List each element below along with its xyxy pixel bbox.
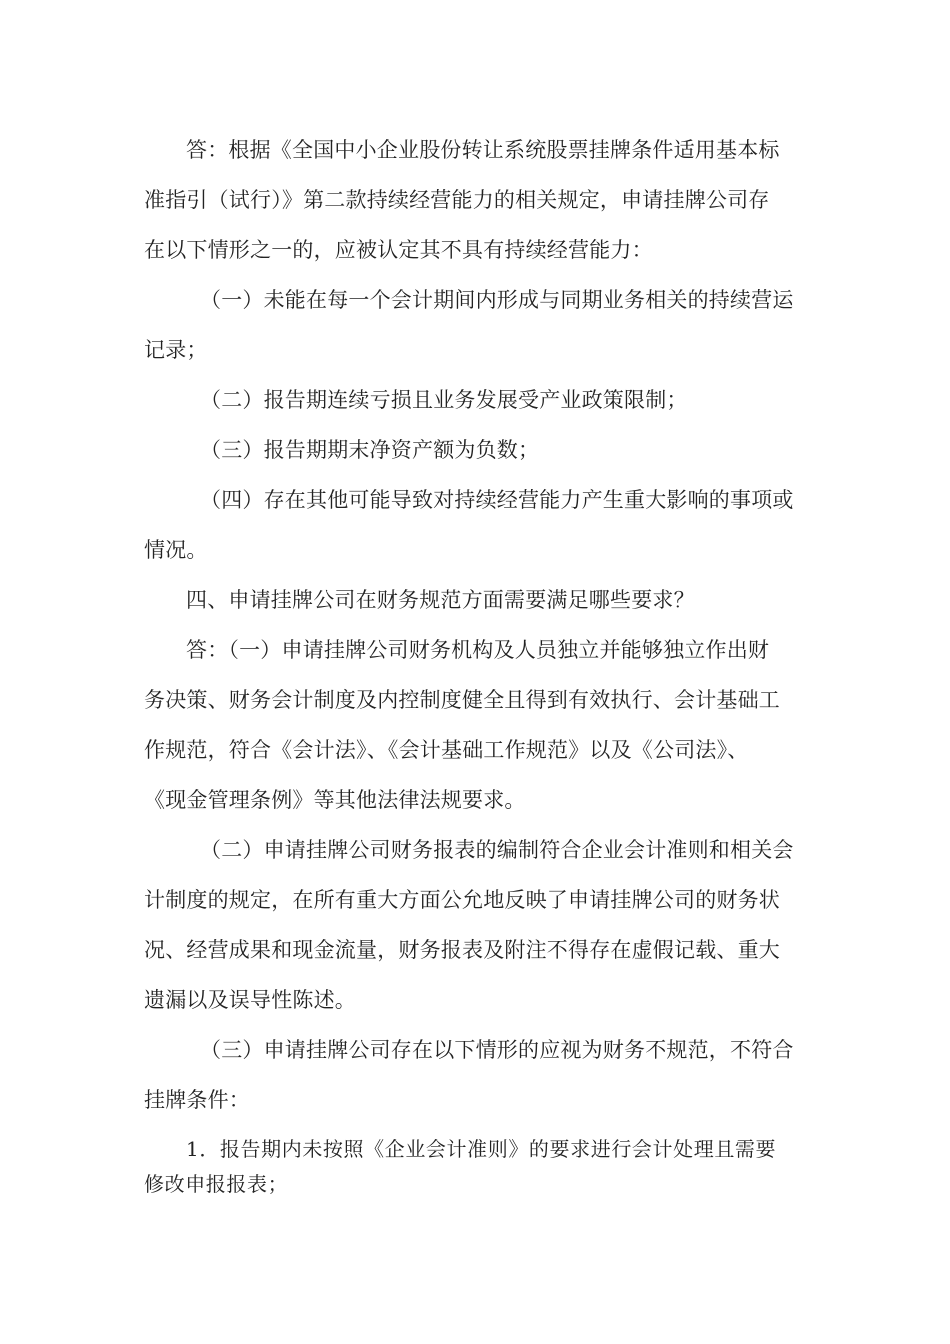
answer-four-line: 作规范，符合《会计法》、《会计基础工作规范》以及《公司法》、 [144,738,749,762]
list-item-three: （三）报告期期末净资产额为负数； [200,438,540,462]
answer-four-line: 《现金管理条例》等其他法律法规要求。 [144,788,526,812]
list-item-one-continued: 记录； [144,338,208,362]
list-item-four-continued: 情况。 [144,538,208,562]
question-four-heading: 四、申请挂牌公司在财务规范方面需要满足哪些要求？ [186,588,695,612]
answer-paragraph-line: 答：根据《全国中小企业股份转让系统股票挂牌条件适用基本标 [186,138,780,162]
numbered-item-one-continued: 修改申报报表； [144,1172,289,1196]
list-item-four: （四）存在其他可能导致对持续经营能力产生重大影响的事项或 [200,488,794,512]
section-three-line: 挂牌条件： [144,1088,250,1112]
section-two-line: （二）申请挂牌公司财务报表的编制符合企业会计准则和相关会 [200,838,794,862]
answer-four-line: 务决策、财务会计制度及内控制度健全且得到有效执行、会计基础工 [144,688,780,712]
section-two-line: 遗漏以及误导性陈述。 [144,988,356,1012]
answer-paragraph-line: 在以下情形之一的，应被认定其不具有持续经营能力： [144,238,653,262]
list-item-two: （二）报告期连续亏损且业务发展受产业政策限制； [200,388,688,412]
section-two-line: 况、经营成果和现金流量，财务报表及附注不得存在虚假记载、重大 [144,938,780,962]
answer-four-line: 答：（一）申请挂牌公司财务机构及人员独立并能够独立作出财 [186,638,770,662]
section-three-line: （三）申请挂牌公司存在以下情形的应视为财务不规范，不符合 [200,1038,794,1062]
list-item-one: （一）未能在每一个会计期间内形成与同期业务相关的持续营运 [200,288,794,312]
numbered-item-one: 1．报告期内未按照《企业会计准则》的要求进行会计处理且需要 [186,1137,777,1161]
section-two-line: 计制度的规定，在所有重大方面公允地反映了申请挂牌公司的财务状 [144,888,780,912]
answer-paragraph-line: 准指引（试行）》第二款持续经营能力的相关规定，申请挂牌公司存 [144,188,770,212]
